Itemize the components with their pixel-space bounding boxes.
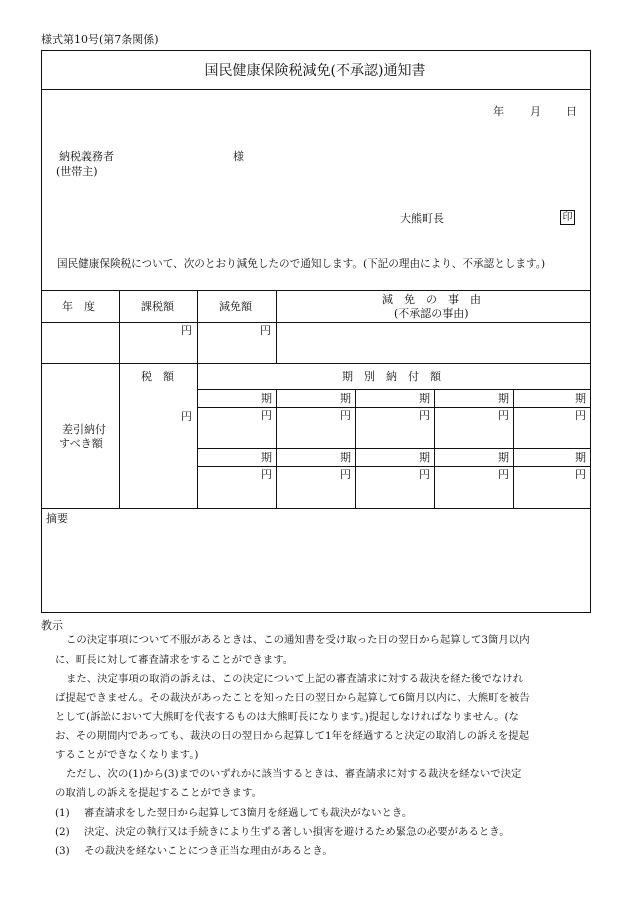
issuer-name: 大熊町長 [400, 212, 444, 225]
row1-bottom-line [41, 363, 591, 364]
form-title: 国民健康保険税減免(不承認)通知書 [204, 63, 426, 79]
table-bottom-line [41, 508, 591, 509]
period-label: 期 [261, 451, 272, 464]
date-month: 月 [530, 105, 541, 118]
amount-row1-line [197, 448, 591, 449]
reason-header: 減 免 の 事 由 [382, 293, 481, 306]
date-day: 日 [566, 105, 577, 118]
header-bottom-line [41, 322, 591, 323]
period-label: 期 [419, 392, 430, 405]
reduction-header: 減免額 [219, 300, 252, 313]
instruction-text: に、町長に対して審査請求をすることができます。 [55, 654, 294, 666]
period-label: 期 [419, 451, 430, 464]
instruction-text: お、その期間内であっても、裁決の日の翌日から起算して1年を経過すると決定の取消しの訴えを提起 [55, 730, 530, 742]
tax-amount-header: 税 額 [141, 370, 174, 383]
notice-form [41, 50, 591, 613]
instruction-text: ば提起できません。その裁決があったことを知った日の翌日から起算して6箇月以内に、大熊町を被告 [55, 692, 530, 704]
period-label: 期 [340, 451, 351, 464]
year-col-divider [119, 290, 120, 363]
taxpayer-label: 納税義務者 [59, 150, 114, 163]
balance-col-divider [119, 363, 120, 508]
installment-yen-unit: 円 [419, 468, 430, 481]
installment-yen-unit: 円 [419, 409, 430, 422]
installment-yen-unit: 円 [575, 409, 586, 422]
tax-header-line [197, 389, 591, 390]
balance-yen-unit: 円 [181, 410, 192, 423]
notice-statement: 国民健康保険税について、次のとおり減免したので通知します。(下記の理由により、不承認とします。) [57, 258, 546, 270]
tax-yen-unit: 円 [181, 324, 192, 337]
table-top-line [41, 290, 591, 291]
installment-yen-unit: 円 [498, 409, 509, 422]
period-label: 期 [498, 451, 509, 464]
item-text: 決定、決定の執行又は手続きにより生ずる著しい損害を避けるため緊急の必要があるとき。 [84, 826, 510, 838]
installment-yen-unit: 円 [340, 409, 351, 422]
period-label: 期 [340, 392, 351, 405]
reduction-yen-unit: 円 [260, 324, 271, 337]
tax-header: 課税額 [141, 300, 174, 313]
period-col-2 [355, 389, 356, 508]
instruction-text: の取消しの訴えを提起することができます。 [55, 787, 262, 799]
period-col-1 [276, 389, 277, 508]
tax-col-divider [197, 290, 198, 508]
year-header: 年 度 [62, 300, 95, 313]
honorific: 様 [233, 150, 244, 163]
period-label: 期 [575, 451, 586, 464]
instruction-text: また、決定事項の取消の訴えは、この決定について上記の審査請求に対する裁決を経た後でなけれ [66, 673, 523, 685]
installment-yen-unit: 円 [340, 468, 351, 481]
householder-label: (世帯主) [56, 165, 98, 178]
installment-yen-unit: 円 [261, 468, 272, 481]
installment-yen-unit: 円 [261, 409, 272, 422]
instruction-heading: 教示 [41, 619, 63, 632]
period-label: 期 [261, 392, 272, 405]
installments-header: 期 別 納 付 額 [342, 370, 441, 383]
item-number: (1) [55, 807, 70, 819]
balance-label-line1: 差引納付 [62, 423, 106, 436]
installment-yen-unit: 円 [575, 468, 586, 481]
date-year: 年 [493, 105, 504, 118]
period-row1-line [197, 407, 591, 408]
period-col-4 [513, 389, 514, 508]
reduction-col-divider [276, 290, 277, 363]
period-col-3 [434, 389, 435, 508]
period-label: 期 [575, 392, 586, 405]
period-label: 期 [498, 392, 509, 405]
seal-mark: 印 [560, 210, 575, 225]
remarks-label: 摘要 [46, 512, 68, 525]
item-text: 審査請求をした翌日から起算して3箇月を経過しても裁決がないとき。 [84, 807, 413, 819]
title-divider [41, 89, 591, 90]
instruction-text: この決定事項について不服があるときは、この通知書を受け取った日の翌日から起算して3箇月以内 [66, 634, 530, 646]
reason-subheader: (不承認の事由) [394, 307, 469, 320]
instruction-text: することができなくなります。) [55, 749, 199, 761]
installment-yen-unit: 円 [498, 468, 509, 481]
instruction-text: ただし、次の(1)から(3)までのいずれかに該当するときは、審査請求に対する裁決を経ないで決定 [66, 768, 522, 780]
period-row2-line [197, 466, 591, 467]
balance-label-line2: すべき額 [59, 437, 103, 450]
item-number: (3) [55, 845, 70, 857]
form-number-label: 様式第10号(第7条関係) [41, 33, 159, 46]
item-text: その裁決を経ないことにつき正当な理由があるとき。 [84, 845, 333, 857]
item-number: (2) [55, 826, 70, 838]
instruction-text: として(訴訟において大熊町を代表するものは大熊町長になります。)提起しなければなりません。(な [55, 711, 519, 723]
